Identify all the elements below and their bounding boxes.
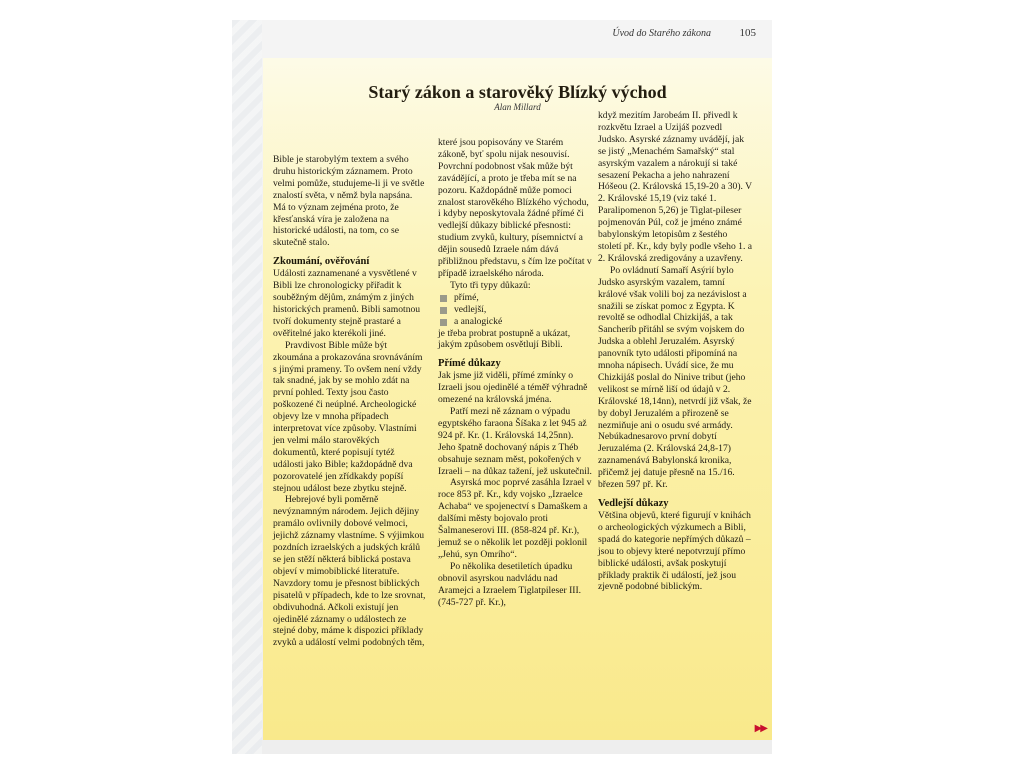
section-heading: Přímé důkazy xyxy=(438,358,501,370)
text-column-3 xyxy=(598,110,752,593)
next-page-arrow-icon[interactable]: ▶▶ xyxy=(754,723,766,734)
paragraph: Patří mezi ně záznam o výpadu egyptského faraona Šíšaka z let 945 až 924 př. Kr. (1. Královská 14,25nn). Jeho špatně dochovaný nápis z Théb obsahuje seznam měst, pokořených v Izraeli – na důkaz tažení, jež uskutečnil. xyxy=(438,406,592,477)
text-column-2 xyxy=(438,137,592,608)
paragraph: Bible je starobylým textem a svého druhu historickým záznamem. Proto velmi pomůže, studujeme-li ji ve světle znalostí světa, v němž byla napsána. Má to význam zejména proto, že křesťanská víra je založena na historické události, na tom, co se skutečně stalo. xyxy=(273,154,425,249)
list-item: přímé, xyxy=(438,292,592,304)
book-page xyxy=(232,20,772,754)
paragraph: Hebrejové byli poměrně nevýznamným národem. Jejich dějiny pramálo ovlivnily dobové velmoci, jejichž záznamy vlastníme. S výjimkou pozdních izraelských a judských králů se jen stěží některá biblická postava objeví v mimobiblické literatuře. Navzdory tomu je přesnost biblických pisatelů v případech, kde to lze srovnat, obdivuhodná. Ačkoli existují jen ojedinělé záznamy o událostech ze stejné doby, máme k dispozici příklady zvyků a událostí velmi podobných těm, xyxy=(273,494,426,649)
article-title: Starý zákon a starověký Blízký východ xyxy=(368,82,667,102)
article-author: Alan Millard xyxy=(494,102,541,112)
paragraph: Tyto tři typy důkazů: xyxy=(450,279,531,291)
paragraph: Většina objevů, které figurují v knihách o archeologických výzkumech a Bibli, spadá do kategorie nepřímých důkazů – jsou to objevy které nepotvrzují přímo biblické události, avšak poskytují příklady praktik či událostí, jež jsou zjevně podobné biblickým. xyxy=(598,510,751,593)
section-heading: Zkoumání, ověřování xyxy=(273,256,370,268)
running-title: Úvod do Starého zákona xyxy=(612,28,711,39)
article-panel xyxy=(263,58,772,740)
list-item: vedlejší, xyxy=(438,304,592,316)
paragraph: Jak jsme již viděli, přímé zmínky o Izraeli jsou ojedinělé a téměř výhradně omezené na královská jména. xyxy=(438,370,588,406)
page-number: 105 xyxy=(739,27,756,39)
text-column-1 xyxy=(273,154,427,649)
paragraph: když mezitím Jarobeám II. přivedl k rozkvětu Izrael a Uzijáš pozvedl Judsko. Asyrské záznamy uvádějí, jak se jistý „Menachém Samařský“ stal asyrským vazalem a nárokují si také sesazení Pekacha a jeho nahrazení Hóšeou (2. Královská 15,19-20 a 30). V 2. Královské 15,19 (viz také 1. Paralipomenon 5,26) je Tiglat-pileser pojmenován Púl, což je jméno známé babylonským letopisům z šestého století př. Kr., kdy byly podle všeho 1. a 2. Královská zredigovány a uzavřeny. xyxy=(598,110,753,264)
list-item: a analogické xyxy=(438,316,592,328)
paragraph: Po několika desetiletích úpadku obnovil asyrskou nadvládu nad Aramejci a Izraelem Tiglatpileser III. (745-727 př. Kr.), xyxy=(438,560,582,608)
evidence-list xyxy=(438,292,592,328)
paragraph: Asyrská moc poprvé zasáhla Izrael v roce 853 př. Kr., kdy vojsko „Izraelce Achaba“ ve spojenectví s Damaškem a dalšími městy bojovalo proti Šalmaneserovi III. (858-824 př. Kr.), jemuž se o několik let později poklonil „Jehú, syn Omrího“. xyxy=(438,477,592,560)
paragraph: Pravdivost Bible může být zkoumána a prokazována srovnáváním s jinými prameny. To ovšem není vždy tak snadné, jak by se mohlo zdát na první pohled. Texty jsou často poškozené či neúplné. Archeologické objevy lze v mnoha případech interpretovat více způsoby. Vlastními jen velmi málo starověkých dokumentů, které popisují tytéž události jako Bible; každopádně dva pozorovatelé jen zřídkakdy popíší stejnou událost beze zbytku stejně. xyxy=(273,339,423,494)
running-header xyxy=(612,27,756,39)
paragraph: Po ovládnutí Samaří Asýrií bylo Judsko asyrským vazalem, tamní králové však volili boj za nezávislost a snažili se získat pomoc z Egypta. K revoltě se odhodlal Chizkijáš, a tak Sancheríb přitáhl se svým vojskem do Judska a oblehl Jeruzalém. Asyrský panovník tyto události připomíná na mnoha nápisech. Uvádí sice, že mu Chizkijáš poslal do Ninive tribut (jeho velikost se mírně liší od údajů v 2. Královské 18,14nn), netvrdí již však, že by dobyl Jeruzalém a přirozeně se nezmiňuje ani o osudu své armády. Nebúkadnesarovo první dobytí Jeruzaléma (2. Královská 24,8-17) zaznamenává Babylonská kronika, přičemž jej datuje přesně na 15./16. březen 597 př. Kr. xyxy=(598,264,752,491)
paragraph: je třeba probrat postupně a ukázat, jakým způsobem osvětlují Bibli. xyxy=(438,327,571,351)
paragraph: které jsou popisovány ve Starém zákoně, byť spolu nijak nesouvisí. Povrchní podobnost však může být zavádějící, a proto je třeba mít se na pozoru. Každopádně může pomoci znalost starověkého Blízkého východu, i kdyby neposkytovala žádné přímé či vedlejší důkazy biblické přesnosti: studium zvyků, kultury, písemnictví a dějin sousedů Izraele nám dává přibližnou představu, s čím lze počítat v případě izraelského národa. xyxy=(438,137,592,279)
paragraph: Události zaznamenané a vysvětlené v Bibli lze chronologicky přiřadit k souběžným dějům, známým z jiných historických pramenů. Bibli samotnou tvoří dokumenty stejně prastaré a ověřitelné jako kterékoli jiné. xyxy=(273,268,421,339)
section-heading: Vedlejší důkazy xyxy=(598,498,669,509)
